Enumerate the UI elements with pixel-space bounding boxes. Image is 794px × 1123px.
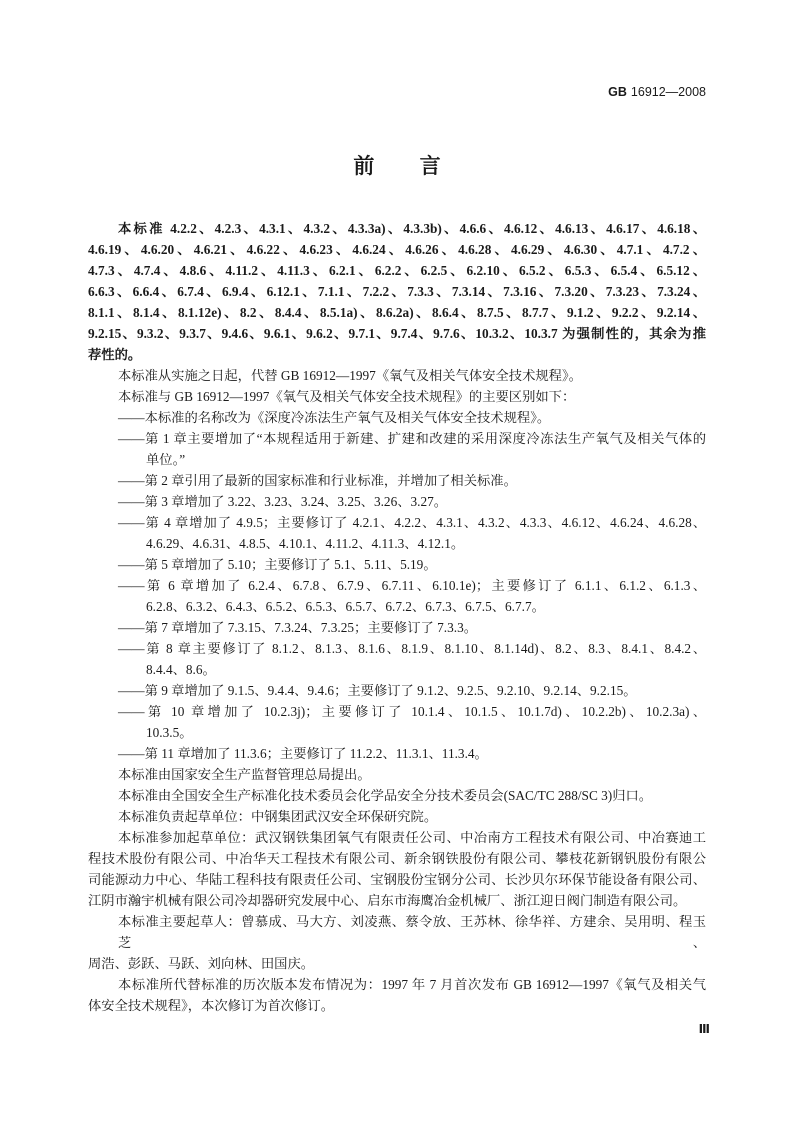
list-item (88, 743, 706, 764)
standard-code-header (608, 84, 706, 100)
list-item (88, 470, 706, 491)
list-item (88, 701, 706, 743)
text-line: ——第 6 章增加了 6.2.4、6.7.8、6.7.9、6.7.11、6.10.1e)；主要修订了 6.1.1、6.1.2、6.1.3、 (118, 578, 706, 593)
text-line: 8.1.1、8.1.4、8.1.12e)、8.2、8.4.4、8.5.1a)、8.6.2a)、8.6.4、8.7.5、8.7.7、9.1.2、9.2.2、9.2.14、 (88, 305, 706, 320)
text-line: ——本标准的名称改为《深度冷冻法生产氧气及相关气体安全技术规程》。 (118, 410, 551, 425)
list-item (88, 554, 706, 575)
text-line: 9.2.15、9.3.2、9.3.7、9.4.6、9.6.1、9.6.2、9.7.1、9.7.4、9.7.6、10.3.2、10.3.7 为强制性的，其余为推 (88, 326, 706, 341)
text-line: 本标准所代替标准的历次版本发布情况为：1997 年 7 月首次发布 GB 16912—1997《氧气及相关气 (118, 977, 706, 992)
text-line: ——第 8 章主要修订了 8.1.2、8.1.3、8.1.6、8.1.9、8.1.10、8.1.14d)、8.2、8.3、8.4.1、8.4.2、 (118, 641, 706, 656)
text-line: ——第 2 章引用了最新的国家标准和行业标准，并增加了相关标准。 (118, 473, 517, 488)
text-line: 荐性的。 (88, 347, 142, 362)
list-item (88, 617, 706, 638)
text-line: 4.6.19、4.6.20、4.6.21、4.6.22、4.6.23、4.6.24、4.6.26、4.6.28、4.6.29、4.6.30、4.7.1、4.7.2、 (88, 242, 706, 257)
text-line: 体安全技术规程》，本次修订为首次修订。 (88, 998, 334, 1013)
proposed-by-paragraph (88, 764, 706, 785)
text-line: 10.3.5。 (146, 725, 193, 740)
text-line: 本标准由国家安全生产监督管理总局提出。 (118, 767, 371, 782)
list-item (88, 575, 706, 617)
list-item (88, 680, 706, 701)
text-line: 4.7.3、4.7.4、4.8.6、4.11.2、4.11.3、6.2.1、6.2.2、6.2.5、6.2.10、6.5.2、6.5.3、6.5.4、6.5.12、 (88, 263, 706, 278)
standard-prefix: GB (608, 85, 627, 99)
differences-list (88, 407, 706, 764)
replacement-note-paragraph (88, 365, 706, 386)
main-drafters-paragraph (88, 911, 706, 974)
lead-drafting-unit-paragraph (88, 806, 706, 827)
standard-number: 16912—2008 (630, 85, 706, 99)
participating-units-paragraph (88, 827, 706, 911)
mandatory-clauses-paragraph (88, 218, 706, 365)
text-line: 江阴市瀚宇机械有限公司冷却器研究发展中心、启东市海鹰冶金机械厂、浙江迎日阀门制造有限公司。 (88, 893, 687, 908)
text-line: ——第 9 章增加了 9.1.5、9.4.4、9.4.6；主要修订了 9.1.2、9.2.5、9.2.10、9.2.14、9.2.15。 (118, 683, 637, 698)
text-line: 单位。” (146, 452, 186, 467)
list-item (88, 428, 706, 470)
list-item (88, 491, 706, 512)
list-item (88, 638, 706, 680)
text-line: ——第 5 章增加了 5.10；主要修订了 5.1、5.11、5.19。 (118, 557, 437, 572)
text-line: 6.6.3、6.6.4、6.7.4、6.9.4、6.12.1、7.1.1、7.2.2、7.3.3、7.3.14、7.3.16、7.3.20、7.3.23、7.3.24、 (88, 284, 706, 299)
text-line: 6.2.8、6.3.2、6.4.3、6.5.2、6.5.3、6.5.7、6.7.2、6.7.3、6.7.5、6.7.7。 (146, 599, 545, 614)
text-line: 8.4.4、8.6。 (146, 662, 216, 677)
text-line: ——第 11 章增加了 11.3.6；主要修订了 11.2.2、11.3.1、11.3.4。 (118, 746, 488, 761)
text-line: 司能源动力中心、华陆工程科技有限责任公司、宝钢股份宝钢分公司、长沙贝尔环保节能设备有限公司、 (88, 872, 706, 887)
text-line: 本标准从实施之日起，代替 GB 16912—1997《氧气及相关气体安全技术规程》。 (118, 368, 582, 383)
text-line: 周浩、彭跃、马跃、刘向林、田国庆。 (88, 956, 315, 971)
text-line: 本标准由全国安全生产标准化技术委员会化学品安全分技术委员会(SAC/TC 288/SC 3)归口。 (118, 788, 653, 803)
list-item (88, 407, 706, 428)
administered-by-paragraph (88, 785, 706, 806)
text-line: ——第 4 章增加了 4.9.5；主要修订了 4.2.1、4.2.2、4.3.1、4.3.2、4.3.3、4.6.12、4.6.24、4.6.28、 (118, 515, 706, 530)
text-line: 本标准参加起草单位：武汉钢铁集团氧气有限责任公司、中冶南方工程技术有限公司、中冶赛迪工 (118, 830, 706, 845)
text-line: 本标准负责起草单位：中钢集团武汉安全环保研究院。 (118, 809, 438, 824)
text-line: 程技术股份有限公司、中冶华天工程技术有限公司、新余钢铁股份有限公司、攀枝花新钢钒股份有限公 (88, 851, 706, 866)
text-line: 4.6.29、4.6.31、4.8.5、4.10.1、4.11.2、4.11.3、4.12.1。 (146, 536, 465, 551)
list-item (88, 512, 706, 554)
foreword-body (88, 218, 706, 1016)
text-line: 本标准主要起草人：曾慕成、马大方、刘凌燕、蔡令放、王苏林、徐华祥、方建余、吴用明、程玉芝、 (118, 914, 706, 950)
text-line: ——第 7 章增加了 7.3.15、7.3.24、7.3.25；主要修订了 7.3.3。 (118, 620, 478, 635)
differences-intro-paragraph (88, 386, 706, 407)
version-history-paragraph (88, 974, 706, 1016)
text-line: 本标准与 GB 16912—1997《氧气及相关气体安全技术规程》的主要区别如下： (118, 389, 576, 404)
text-line: ——第 10 章增加了 10.2.3j)；主要修订了 10.1.4、10.1.5、10.1.7d)、10.2.2b)、10.2.3a)、 (118, 704, 706, 719)
text-line: 本标准 4.2.2、4.2.3、4.3.1、4.3.2、4.3.3a)、4.3.3b)、4.6.6、4.6.12、4.6.13、4.6.17、4.6.18、 (118, 221, 706, 236)
page-title: 前 言 (353, 154, 461, 178)
text-line: ——第 1 章主要增加了“本规程适用于新建、扩建和改建的采用深度冷冻法生产氧气及相关气体的 (118, 431, 706, 446)
text-line: ——第 3 章增加了 3.22、3.23、3.24、3.25、3.26、3.27。 (118, 494, 448, 509)
page-number: Ⅲ (698, 1022, 710, 1036)
